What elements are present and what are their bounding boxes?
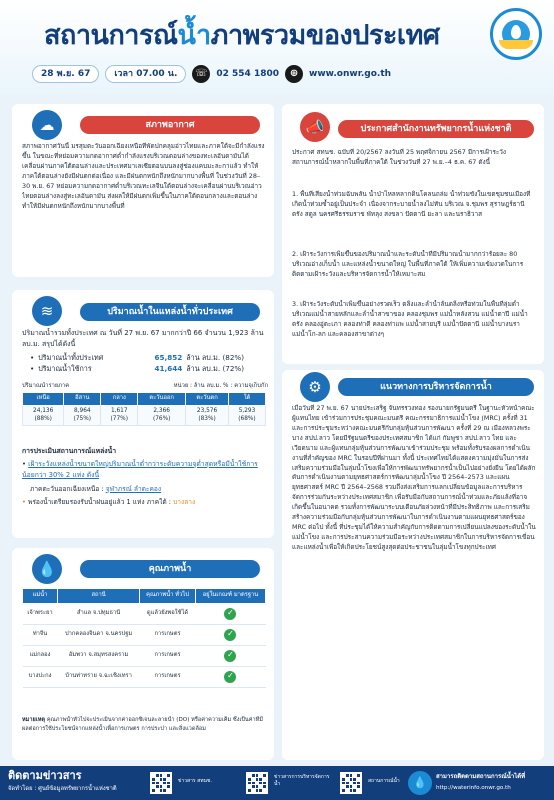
quality-cell: บ้านท่าทราย จ.ฉะเชิงเทรา [58,666,140,687]
table-row [23,624,266,645]
standard-cell [195,645,265,666]
onwr-logo [490,8,542,60]
quality-col-header: อยู่ในเกณฑ์ มาตรฐาน [195,589,265,604]
weather-heading: สภาพอากาศ [80,116,260,134]
usable-volume-row: • ปริมาณน้ำใช้การ 41,644 ล้าน ลบ.ม. (72%) [30,364,245,374]
assessment-item-2: • พร่องน้ำเตรียมรองรับน้ำฝนอยู่แล้ว 1 แห่ง ภาคใต้ : บางลาง [22,498,196,506]
page-title: สถานการณ์น้ำภาพรวมของประเทศ [44,20,440,51]
quality-cell: ดูแล้วยังพอใช้ได้ [140,603,196,624]
quality-cell: แม่กลอง [23,645,58,666]
qr-news-label: ข่าวสาร สทนช. [178,778,212,784]
volume-cell: 2,366 (76%) [138,405,186,426]
qr-code-situation[interactable] [340,772,362,794]
announcement-p4: 3. เฝ้าระวังระดับน้ำเพิ่มขึ้นอย่างรวดเร็ว ตลิ่งและลำน้ำล้นตลิ่งหรือท่วมในพื้นที่ลุ่มต่ำ บริเวณแม่น้ำสายหลักและลำน้ำสาขาของ คลองชุมพร แม่น้ำหลังสวน แม่น้ำตาปี แม่น้ำตรัง คลองอู่ตะเภา คลองท่าดี คลองท่าแพ แม่น้ำสายบุรี แม่น้ำปัตตานี แม่น้ำบางนรา แม่น้ำโก-ลก และคลองสาขาต่างๆ [292,300,528,338]
volume-cell: 8,964 (75%) [64,405,101,426]
quality-cell: การเกษตร [140,645,196,666]
app-title: สามารถติดตามสถานการณ์น้ำได้ที่ [436,773,526,780]
header [0,0,554,94]
assessment-heading: การประเมินสถานการณ์แหล่งน้ำ [22,447,117,455]
quality-cell: การเกษตร [140,666,196,687]
megaphone-icon: 📣 [300,112,330,142]
waterinfo-app-icon: 💧 [408,771,432,795]
standard-cell [195,603,265,624]
phone-number[interactable]: 02 554 1800 [216,68,280,79]
qr-code-management[interactable] [246,772,268,794]
standard-cell [195,666,265,687]
quality-cell: เจ้าพระยา [23,603,58,624]
water-quality-table [22,588,266,688]
assessment-item-1: • เฝ้าระวังแหล่งน้ำขนาดใหญ่ปริมาณน้ำต่ำกว่าระดับความจุต่ำสุดหรือมีน้ำใช้การน้อยกว่า 30% 2 แห่ง ดังนี้ [22,460,258,479]
water-drop-icon: 💧 [32,554,62,584]
quality-cell: สำแล จ.ปทุมธานี [58,603,140,624]
check-icon: ✓ [224,629,236,641]
volume-col-header: กลาง [101,393,138,406]
quality-col-header: สถานี [58,589,140,604]
water-volume-intro: ปริมาณน้ำรวมทั้งประเทศ ณ วันที่ 27 พ.ย. 67 มากกว่าปี 66 จำนวน 1,923 ล้าน ลบ.ม. สรุปได้ดังนี้ [22,329,264,348]
volume-cell: 5,293 (68%) [229,405,266,426]
footer-subtitle: จัดทำโดย : ศูนย์ข้อมูลทรัพยากรน้ำแห่งชาติ [8,786,117,792]
check-icon: ✓ [224,608,236,620]
quality-cell: ปากคลองจินดา จ.นครปฐม [58,624,140,645]
volume-col-header: ตะวันออก [138,393,186,406]
regional-volume-table [22,392,266,426]
volume-col-header: ใต้ [229,393,266,406]
water-quality-heading: คุณภาพน้ำ [80,560,260,578]
table-row [23,645,266,666]
assessment-region: ภาคตะวันออกเฉียงเหนือ : จุฬาภรณ์ ลำตะคอง [30,485,162,493]
check-icon: ✓ [224,650,236,662]
qr-situation-label: สถานการณ์น้ำ [368,778,400,784]
info-bar [32,65,391,83]
globe-icon: ⊕ [285,65,303,83]
table-row [23,666,266,687]
quality-col-header: คุณภาพน้ำ ทั่วไป [140,589,196,604]
quality-cell: การเกษตร [140,624,196,645]
website-link[interactable]: www.onwr.go.th [309,68,392,79]
time-badge: เวลา 07.00 น. [105,65,186,83]
volume-col-header: ตะวันตก [186,393,229,406]
announcement-p2: 1. พื้นที่เสี่ยงน้ำท่วมฉับพลัน น้ำป่าไหลหลากดินโคลนถล่ม น้ำท่วมขังในเขตชุมชนเมืองที่เกิดน้ำท่วมซ้ำอยู่เป็นประจำ เนื่องจากระบายน้ำลงไม่ทัน บริเวณ จ.ชุมพร สุราษฎร์ธานี ตรัง สตูล นครศรีธรรมราช พัทลุง สงขลา ปัตตานี ยะลา และนราธิวาส [292,190,531,218]
announcement-p1: ประกาศ สทนช. ฉบับที่ 20/2567 ลงวันที่ 25 พฤศจิกายน 2567 มีการเฝ้าระวังสถานการณ์น้ำหลากในพื้นที่ภาคใต้ ในช่วงวันที่ 27 พ.ย.–4 ธ.ค. 67 ดังนี้ [292,148,507,166]
management-heading: แนวทางการบริหารจัดการน้ำ [338,378,534,396]
announcement-p3: 2. เฝ้าระวังการเพิ่มขึ้นของปริมาณน้ำและระดับน้ำที่มีปริมาณน้ำมากกว่าร้อยละ 80 บริเวณอ่างเก็บน้ำ และแหล่งน้ำขนาดใหญ่ ในพื้นที่ภาคใต้ ให้เพิ่มความเข้มงวดในการติดตามเฝ้าระวังและบริหารจัดการน้ำให้เหมาะสม [292,250,524,278]
announcement-heading: ประกาศสำนักงานทรัพยากรน้ำแห่งชาติ [338,120,534,138]
standard-cell [195,624,265,645]
management-text: เมื่อวันที่ 27 พ.ย. 67 นายประเสริฐ จันทรรวงทอง รองนายกรัฐมนตรี ในฐานะหัวหน้าคณะผู้แทนไทย เข้าร่วมการประชุมคณะมนตรี คณะกรรมาธิการแม่น้ำโขง (MRC) ครั้งที่ 31 และการประชุมระหว่างคณะมนตรีกับกลุ่มหุ้นส่วนการพัฒนา ครั้งที่ 29 ณ เมืองหลวงพระบาง สปป.ลาว โดยมีรัฐมนตรีของประเทศสมาชิก ได้แก่ กัมพูชา สปป.ลาว ไทย และเวียดนาม และผู้แทนกลุ่มหุ้นส่วนการพัฒนาเข้าร่วมประชุม พร้อมทั้งรับรองผลการดำเนินงานที่สำคัญของ MRC ในรอบปีที่ผ่านมา ทั้งนี้ ประเทศไทยได้แสดงความมุ่งมั่นในการส่งเสริมความร่วมมือในลุ่มน้ำโขงเพื่อให้การพัฒนาทรัพยากรน้ำเป็นไปอย่างยั่งยืน โดยได้ผลักดันการดำเนินงานตามยุทธศาสตร์การพัฒนาลุ่มน้ำโขง ปี 2564–2573 และแผนยุทธศาสตร์ MRC ปี 2564–2568 รวมถึงส่งเสริมการแลกเปลี่ยนข้อมูลและการบริหารจัดการร่วมกันระหว่างประเทศสมาชิก เพื่อรับมือกับสถานการณ์น้ำท่วมและภัยแล้งที่อาจเกิดขึ้นในอนาคต รวมทั้งการพัฒนาระบบเตือนภัยล่วงหน้าที่มีประสิทธิภาพ และการเสริมสร้างความร่วมมือกับกลุ่มหุ้นส่วนการพัฒนาในการดำเนินงานตามแผนยุทธศาสตร์ของ MRC ต่อไป ทั้งนี้ ที่ประชุมได้ให้ความสำคัญกับการติดตามการเปลี่ยนแปลงของระดับน้ำในแม่น้ำโขง และการประสานความร่วมมือระหว่างประเทศสมาชิกในการบริหารจัดการเขื่อนและแหล่งน้ำเพื่อให้เกิดประโยชน์สูงสุดต่อประชาชนในลุ่มน้ำโขงทุกประเทศ [292,404,536,551]
check-icon: ✓ [224,671,236,683]
quality-cell: อัมพวา จ.สมุทรสงคราม [58,645,140,666]
qr-code-news[interactable] [150,772,172,794]
water-quality-note: หมายเหตุ คุณภาพน้ำทั่วไปจะประเมินจากค่าออกซิเจนละลายน้ำ (DO) หรือค่าความเค็ม ซึ่งเป็นค่าที่มีผลต่อการใช้ประโยชน์จากแหล่งน้ำเพื่อการเกษตร การประปา และสิ่งแวดล้อม [22,717,263,732]
volume-col-header: อีสาน [64,393,101,406]
weather-icon: ☁ [32,110,62,140]
footer [0,766,554,800]
app-url-link[interactable]: http://waterinfo.onwr.go.th [436,785,511,791]
total-volume-row: • ปริมาณน้ำทั้งประเทศ 65,852 ล้าน ลบ.ม. (82%) [30,353,245,362]
table-caption-right: หน่วย : ล้าน ลบ.ม. % : ความจุเก็บกัก [173,383,268,389]
volume-col-header: เหนือ [23,393,64,406]
water-volume-summary [30,352,266,378]
quality-col-header: แม่น้ำ [23,589,58,604]
volume-cell: 24,136 (88%) [23,405,64,426]
reservoir-icon: ≋ [32,296,62,326]
water-volume-heading: ปริมาณน้ำในแหล่งน้ำทั่วประเทศ [80,303,260,321]
phone-icon: ☏ [192,65,210,83]
quality-cell: ท่าจีน [23,624,58,645]
region-reservoirs-link[interactable]: จุฬาภรณ์ ลำตะคอง [105,485,162,493]
table-caption-left: ปริมาณน้ำรายภาค [22,383,70,389]
gear-icon: ⚙ [300,372,330,402]
date-badge: 28 พ.ย. 67 [32,65,99,83]
weather-text: สภาพอากาศวันนี้ มรสุมตะวันออกเฉียงเหนือที่พัดปกคลุมอ่าวไทยและภาคใต้จะมีกำลังแรงขึ้น ในขณะที่หย่อมความกดอากาศต่ำกำลังแรงบริเวณตอนล่างของทะเลอันดามันได้เคลื่อนผ่านภาคใต้ตอนล่างและประเทศมาเลเซียตอนบนลงสู่ช่องแคบมะละกาแล้ว ทำให้ภาคใต้ตอนล่างยังมีฝนตกต่อเนื่อง และมีฝนตกหนักถึงหนักมากบางพื้นที่ ในช่วงวันที่ 28–30 พ.ย. 67 หย่อมความกดอากาศต่ำบริเวณทะเลจีนใต้ตอนล่างจะเคลื่อนผ่านบริเวณอ่าวไทยตอนล่างลงสู่ทะเลอันดามัน ส่งผลให้มีฝนตกเพิ่มขึ้นในภาคใต้ตอนกลางและตอนล่าง ทำให้มีฝนตกหนักถึงหนักมากบางพื้นที่ [22,142,265,210]
table-row [23,603,266,624]
qr-management-label: ข่าวสารการบริหารจัดการน้ำ [274,774,330,787]
volume-cell: 1,617 (77%) [101,405,138,426]
volume-cell: 23,576 (83%) [186,405,229,426]
low-reservoir-link[interactable]: เฝ้าระวังแหล่งน้ำขนาดใหญ่ปริมาณน้ำต่ำกว่าระดับความจุต่ำสุดหรือมีน้ำใช้การน้อยกว่า 30% 2 แห่ง ดังนี้ [22,460,258,479]
footer-title: ติดตามข่าวสาร [8,769,82,782]
quality-cell: บางปะกง [23,666,58,687]
